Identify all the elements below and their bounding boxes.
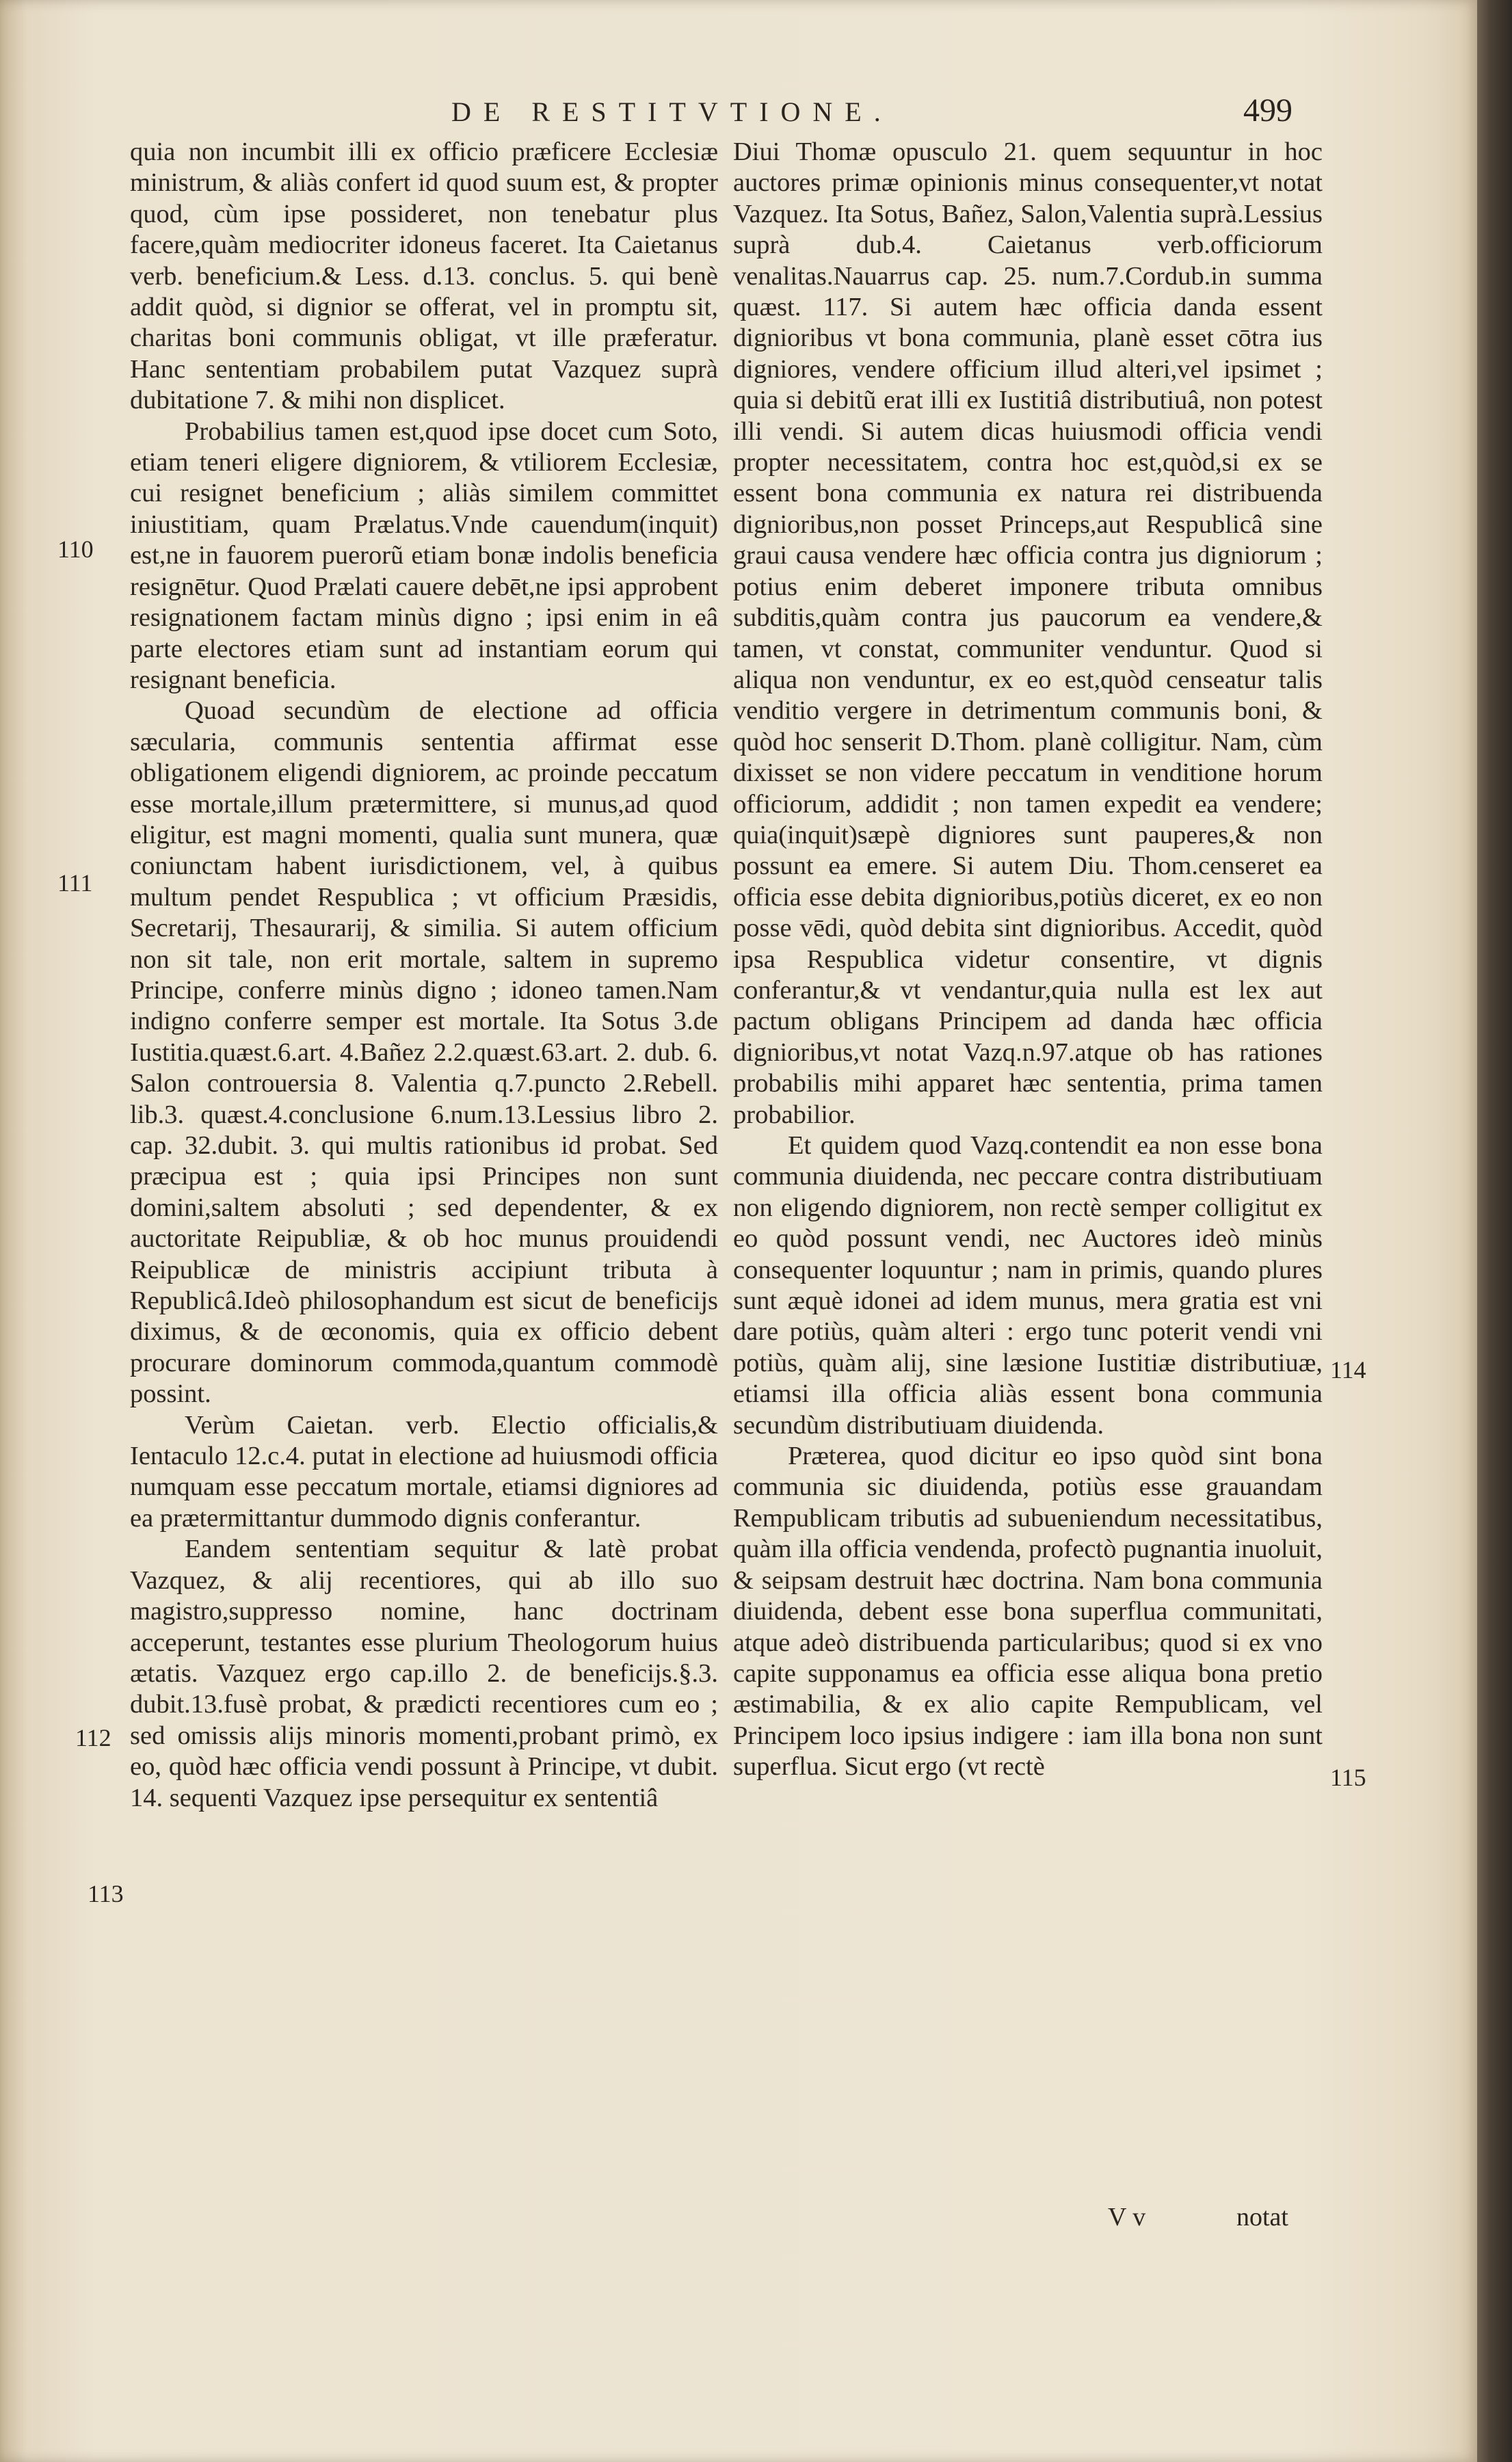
paragraph: Præterea, quod dicitur eo ipso quòd sint bona communia sic diuidenda, potiùs esse grauandam Rempublicam tributis ad subueniendum necessitatibus, quàm illa officia vendenda, profectò pugnantia inuoluit, & seipsam destruit hæc doctrina. Nam bona communia diuidenda, debent esse bona superflua communitati, atque adeò distribuenda particularibus; quod si ex vno capite supponamus ea officia esse aliqua bona pretio æstimabilia, & ex alio capite Rempublicam, vel Principem loco ipsius indigere : iam illa bona non sunt superflua. Sicut ergo (vt rectè [733,1442,1323,1782]
margin-number-115: 115 [1330,1764,1366,1791]
page-header [0,92,1477,137]
right-column [733,137,1323,1783]
margin-number-113: 113 [88,1880,124,1907]
paragraph: quia non incumbit illi ex officio præficere Ecclesiæ ministrum, & aliàs confert id quod suum est, & propter quod, cùm ipse possideret, non tenebatur plus facere,quàm mediocriter idoneus faceret. Ita Caietanus verb. beneficium.& Less. d.13. conclus. 5. qui benè addit quòd, si dignior se offerat, vel in promptu sit, charitas boni communis obligat, vt ille præferatur. Hanc sententiam probabilem putat Vazquez suprà dubitatione 7. & mihi non displicet. [130,137,718,415]
page-edge [1477,0,1512,2462]
left-column [130,137,718,1814]
running-title: DE RESTITVTIONE. [451,96,893,127]
paragraph: Verùm Caietan. verb. Electio officialis,& Ientaculo 12.c.4. putat in electione ad huiusmodi officia numquam esse peccatum mortale, etiamsi digniores ad ea prætermittantur dummodo dignis conferantur. [130,1410,718,1533]
margin-number-114: 114 [1330,1356,1366,1384]
paragraph: Probabilius tamen est,quod ipse docet cum Soto, etiam teneri eligere digniorem, & vtiliorem Ecclesiæ, cui resignet beneficium ; aliàs similem committet iniustitiam, quam Prælatus.Vnde cauendum(inquit) est,ne in fauorem puerorũ etiam bonæ indolis beneficia resignētur. Quod Prælati cauere debēt,ne ipsi approbent resignationem factam minùs digno ; ipsi enim in eâ parte electores etiam sunt ad instantiam eorum qui resignant beneficia. [130,416,718,694]
margin-number-110: 110 [57,535,94,563]
margin-number-112: 112 [75,1724,111,1751]
signature-mark: V v [1108,2203,1146,2232]
catchword: notat [1236,2203,1288,2232]
page-number: 499 [1243,92,1292,129]
paragraph: Quoad secundùm de electione ad officia sæcularia, communis sententia affirmat esse obligationem eligendi digniorem, ac proinde peccatum esse mortale,illum prætermittere, si munus,ad quod eligitur, est magni momenti, qualia sunt munera, quæ coniunctam habent iurisdictionem, vel, à quibus multum pendet Respublica ; vt officium Præsidis, Secretarij, Thesaurarij, & similia. Si autem officium non sit tale, non erit mortale, saltem in supremo Principe, conferre minùs digno ; idoneo tamen.Nam indigno conferre semper est mortale. Ita Sotus 3.de Iustitia.quæst.6.art. 4.Bañez 2.2.quæst.63.art. 2. dub. 6. Salon controuersia 8. Valentia q.7.puncto 2.Rebell. lib.3. quæst.4.conclusione 6.num.13.Lessius libro 2. cap. 32.dubit. 3. qui multis rationibus id probat. Sed præcipua est ; quia ipsi Principes non sunt domini,saltem absoluti ; sed dependenter, & ex auctoritate Reipubliæ, & ob hoc munus prouidendi Reipublicæ de ministris accipiunt tributa à Republicâ.Ideò philosophandum est sicut de beneficijs diximus, & de œconomis, quia ex officio debent procurare dominorum commoda,quantum commodè possint. [130,696,718,1409]
paragraph: Eandem sententiam sequitur & latè probat Vazquez, & alij recentiores, qui ab illo suo magistro,suppresso nomine, hanc doctrinam acceperunt, testantes esse plurium Theologorum huius ætatis. Vazquez ergo cap.illo 2. de beneficijs.§.3. dubit.13.fusè probat, & prædicti recentiores cum eo ; sed omissis alijs minoris momenti,probant primò, ex eo, quòd hæc officia vendi possunt à Principe, vt dubit. 14. sequenti Vazquez ipse persequitur ex sententiâ [130,1535,718,1812]
paragraph: Et quidem quod Vazq.contendit ea non esse bona communia diuidenda, nec peccare contra distributiuam non eligendo digniorem, non rectè semper colligitut ex eo quòd possunt vendi, nec Auctores ideò minùs consequenter loquuntur ; nam in primis, quando plures sunt æquè idonei ad idem munus, mera gratia est vni dare potiùs, quàm alteri : ergo tunc poterit vendi vni potiùs, quàm alij, sine læsione Iustitiæ distributiuæ, etiamsi illa officia aliàs essent bona communia secundùm distributiuam diuidenda. [733,1131,1323,1440]
paragraph: Diui Thomæ opusculo 21. quem sequuntur in hoc auctores primæ opinionis minus consequenter,vt notat Vazquez. Ita Sotus, Bañez, Salon,Valentia suprà.Lessius suprà dub.4. Caietanus verb.officiorum venalitas.Nauarrus cap. 25. num.7.Cordub.in summa quæst. 117. Si autem hæc officia danda essent dignioribus vt bona communia, planè esset cōtra ius digniores, vendere officium illud alteri,vel ipsimet ; quia si debitũ erat illi ex Iustitiâ distributiuâ, non potest illi vendi. Si autem dicas huiusmodi officia vendi propter necessitatem, contra hoc est,quòd,si ex se essent bona communia ex natura rei distribuenda dignioribus,non posset Princeps,aut Respublicâ sine graui causa vendere hæc officia contra jus digniorum ; potius enim deberet imponere tributa omnibus subditis,quàm contra jus paucorum ea vendere,& tamen, vt constat, communiter venduntur. Quod si aliqua non venduntur, ex eo est,quòd censeatur talis venditio vergere in detrimentum communis boni, & quòd hoc senserit D.Thom. planè colligitur. Nam, cùm dixisset se non videre peccatum in venditione horum officiorum, addidit ; non tamen expedit ea vendere; quia(inquit)sæpè digniores sunt pauperes,& non possunt ea emere. Si autem Diu. Thom.censeret ea officia esse debita dignioribus,potiùs diceret, ex eo non posse vēdi, quòd debita sint dignioribus. Accedit, quòd ipsa Respublica videtur consentire, vt dignis conferantur,& vt vendantur,quia nulla est lex aut pactum obligans Principem ad danda hæc officia dignioribus,vt notat Vazq.n.97.atque ob has rationes probabilis mihi apparet hæc sententia, prima tamen probabilior. [733,137,1323,1129]
margin-number-111: 111 [57,869,93,897]
